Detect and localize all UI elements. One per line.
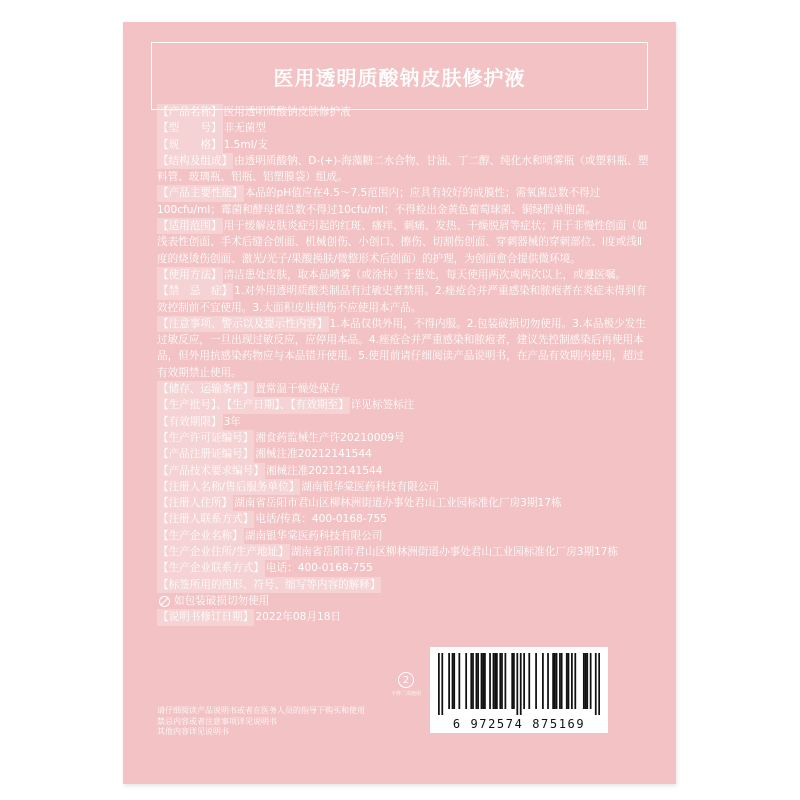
title-box bbox=[151, 42, 648, 110]
barcode-bar bbox=[571, 653, 573, 709]
barcode-bar bbox=[499, 653, 501, 709]
barcode-bar bbox=[493, 653, 495, 709]
barcode-bar bbox=[470, 653, 472, 709]
field-label: 【产品注册证编号】 bbox=[157, 446, 254, 462]
barcode-bar bbox=[458, 653, 460, 709]
symbol-note-row bbox=[157, 593, 652, 609]
field-row bbox=[157, 511, 652, 527]
field-label: 【注册人名称/售后服务单位】 bbox=[157, 479, 300, 495]
field-label: 【产品名称】 bbox=[157, 104, 223, 120]
field-label: 【注册人住所】 bbox=[157, 495, 233, 511]
field-label: 【标签所用的图形、符号、缩写等内容的解释】 bbox=[157, 577, 381, 593]
barcode-bar bbox=[520, 653, 522, 715]
barcode-bar bbox=[481, 653, 483, 709]
field-value: 湖南省岳阳市君山区柳林洲街道办事处君山工业园标准化厂房3期17栋 bbox=[290, 546, 619, 559]
barcode-bar bbox=[448, 653, 450, 709]
field-label: 【注册人联系方式】 bbox=[157, 511, 254, 527]
field-row bbox=[157, 153, 652, 186]
field-row bbox=[157, 446, 652, 462]
field-row bbox=[157, 137, 652, 153]
barcode-bar bbox=[482, 653, 484, 709]
field-label: 【生产企业名称】 bbox=[157, 528, 244, 544]
barcode-bar bbox=[542, 653, 544, 709]
barcode-bar bbox=[501, 653, 503, 709]
barcode-bar bbox=[513, 653, 515, 709]
barcode-bar bbox=[484, 653, 486, 709]
field-label: 【有效期限】 bbox=[157, 414, 223, 430]
barcode-bar bbox=[554, 653, 556, 709]
do-not-use-if-damaged-icon bbox=[159, 596, 170, 607]
field-label: 【型 号】 bbox=[157, 120, 223, 136]
field-row bbox=[157, 560, 652, 576]
field-label: 【储存、运输条件】 bbox=[157, 381, 254, 397]
field-value: 本品的pH值应在4.5～7.5范围内；应具有较好的成膜性；需氧菌总数不得过100cfu/ml；霉菌和酵母菌总数不得过10cfu/ml；不得检出金黄色葡萄球菌、铜绿假单胞菌。 bbox=[157, 187, 601, 216]
field-value: 湘械注准20212141544 bbox=[255, 448, 372, 461]
field-label: 【禁 忌 症】 bbox=[157, 283, 233, 299]
barcode-bar bbox=[465, 653, 467, 709]
field-label: 【生产许可证编号】 bbox=[157, 430, 254, 446]
barcode-bar bbox=[523, 653, 525, 709]
field-label: 【适用范围】 bbox=[157, 218, 223, 234]
field-value: 由透明质酸钠、D-(+)-海藻糖二水合物、甘油、丁二醇、纯化水和喷雾瓶（或塑料瓶、塑料管、玻璃瓶、铝瓶、铝塑膜袋）组成。 bbox=[157, 154, 649, 184]
field-value: 医用透明质酸钠皮肤修护液 bbox=[223, 106, 351, 118]
single-use-caption: 不得二次使用 bbox=[390, 691, 421, 697]
field-value: 非无菌型 bbox=[223, 122, 266, 135]
barcode-bar bbox=[598, 653, 600, 715]
field-label: 【规 格】 bbox=[157, 137, 223, 153]
barcode-bar bbox=[595, 653, 597, 715]
field-row bbox=[157, 430, 652, 446]
field-value: 1.5ml/支 bbox=[223, 138, 268, 151]
barcode-bar bbox=[552, 653, 554, 709]
field-row bbox=[157, 495, 652, 511]
field-value: 置常温干燥处保存 bbox=[255, 383, 341, 396]
barcode-bar bbox=[505, 653, 507, 709]
barcode-bar bbox=[441, 653, 443, 715]
barcode-bar bbox=[556, 653, 558, 709]
barcode-bar bbox=[496, 653, 498, 709]
field-value: 湖南银华棠医药科技有限公司 bbox=[301, 480, 440, 493]
product-title: 医用透明质酸钠皮肤修护液 bbox=[273, 65, 526, 90]
field-value: 湘械注准20212141544 bbox=[265, 464, 383, 477]
field-value: 3年 bbox=[223, 415, 241, 428]
do-not-reuse-icon: 2 bbox=[398, 672, 414, 688]
field-row bbox=[157, 185, 652, 218]
barcode-bar bbox=[453, 653, 455, 709]
barcode-bar bbox=[528, 653, 530, 709]
field-label: 【注意事项、警示以及提示性内容】 bbox=[157, 316, 329, 332]
field-label: 【生产企业联系方式】 bbox=[157, 560, 265, 576]
barcode-bar bbox=[583, 653, 585, 709]
barcode-bar bbox=[561, 653, 563, 709]
field-value: 1.对外用透明质酸类制品有过敏史者禁用。2.痤疮合并严重感染和脓疱者在炎症未得到有效控制前不宜使用。3.大面积皮肤损伤不应使用本产品。 bbox=[157, 285, 647, 314]
field-value: 1.本品仅供外用，不得内服。2.包装破损切勿使用。3.本品极少发生过敏反应，一旦出现过敏反应，应停用本品。4.痤疮合并严重感染和脓疱者，建议先控制感染后再使用本品，但外用抗感染药物应与本品错开使用。5.使用前请仔细阅读产品说明书，在产品有效期内使用，超过有效期禁止使用。 bbox=[157, 317, 646, 379]
revision-date-value: 2022年08月18日 bbox=[255, 611, 342, 624]
footer-line: 其他内容详见说明书 bbox=[157, 727, 229, 736]
field-label: 【生产企业住所/生产地址】 bbox=[157, 544, 290, 560]
field-value: 电话/传真：400-0168-755 bbox=[255, 513, 387, 526]
barcode-bar bbox=[559, 653, 561, 709]
barcode-bar bbox=[568, 653, 570, 709]
field-label: 【生产批号】、【生产日期】、【有效期至】 bbox=[157, 397, 350, 413]
field-row bbox=[157, 414, 652, 430]
barcode-bar bbox=[586, 653, 588, 709]
revision-date-row bbox=[157, 609, 652, 625]
barcode-bars bbox=[438, 653, 600, 715]
barcode-bar bbox=[489, 653, 491, 709]
revision-date-label: 【说明书修订日期】 bbox=[157, 609, 254, 625]
field-value: 电话：400-0168-755 bbox=[265, 562, 373, 575]
barcode-bar bbox=[477, 653, 479, 709]
barcode-bar bbox=[476, 653, 478, 709]
barcode-bar bbox=[452, 653, 454, 709]
field-row bbox=[157, 283, 652, 316]
barcode-bar bbox=[438, 653, 440, 715]
barcode-digits: 6 972574 875169 bbox=[452, 717, 586, 731]
footer-notes bbox=[157, 706, 427, 738]
barcode-bar bbox=[511, 653, 513, 709]
field-row bbox=[157, 316, 652, 381]
field-label: 【结构及组成】 bbox=[157, 153, 233, 169]
barcode-bar bbox=[590, 653, 592, 709]
barcode-bar bbox=[494, 653, 496, 709]
field-row bbox=[157, 544, 652, 560]
field-row bbox=[157, 479, 652, 495]
field-value: 详见标签标注 bbox=[350, 399, 415, 412]
field-value: 清洁患处皮肤，取本品喷雾（或涂抹）于患处，每天使用两次或两次以上，或遵医嘱。 bbox=[223, 268, 627, 281]
barcode-bar bbox=[574, 653, 576, 709]
field-row bbox=[157, 218, 652, 267]
barcode bbox=[430, 647, 608, 733]
footer-line: 请仔细阅读产品说明书或者在医务人员的指导下购买和使用 bbox=[157, 706, 365, 715]
field-row bbox=[157, 577, 652, 593]
barcode-bar bbox=[585, 653, 587, 709]
barcode-bar bbox=[472, 653, 474, 709]
field-label: 【产品技术要求编号】 bbox=[157, 463, 265, 479]
field-value: 湖南银华棠医药科技有限公司 bbox=[244, 529, 383, 542]
barcode-bar bbox=[535, 653, 537, 709]
field-row bbox=[157, 528, 652, 544]
field-row bbox=[157, 381, 652, 397]
barcode-bar bbox=[566, 653, 568, 709]
barcode-bar bbox=[547, 653, 549, 709]
instructions-body bbox=[157, 104, 652, 626]
field-row bbox=[157, 120, 652, 136]
label-card bbox=[123, 22, 676, 784]
footer-line: 禁忌内容或者注意事项详见说明书 bbox=[157, 716, 277, 726]
field-value: 用于缓解皮肤炎症引起的红斑、瘙痒、刺痛、发热、干燥脱屑等症状；用于非慢性创面（如浅表性创面、手术后缝合创面、机械创伤、小创口、擦伤、切割伤创面、穿刺器械的穿刺部位、Ⅰ度或浅Ⅱ度的烧烫伤创面、激光/光子/果酸换肤/微整形术后创面）的护理，为创面愈合提供微环境。 bbox=[157, 220, 648, 265]
field-value: 湘食药监械生产许20210009号 bbox=[255, 431, 405, 444]
barcode-bar bbox=[516, 653, 518, 715]
field-row bbox=[157, 267, 652, 283]
symbol-note-text: 如包装破损切勿使用 bbox=[174, 594, 270, 607]
field-row bbox=[157, 104, 652, 120]
field-label: 【使用方法】 bbox=[157, 267, 223, 283]
field-row bbox=[157, 463, 652, 479]
field-value: 湖南省岳阳市君山区柳林洲街道办事处君山工业园标准化厂房3期17栋 bbox=[234, 497, 562, 510]
field-label: 【产品主要性能】 bbox=[157, 185, 244, 201]
single-use-symbol bbox=[384, 672, 428, 697]
field-row bbox=[157, 397, 652, 413]
